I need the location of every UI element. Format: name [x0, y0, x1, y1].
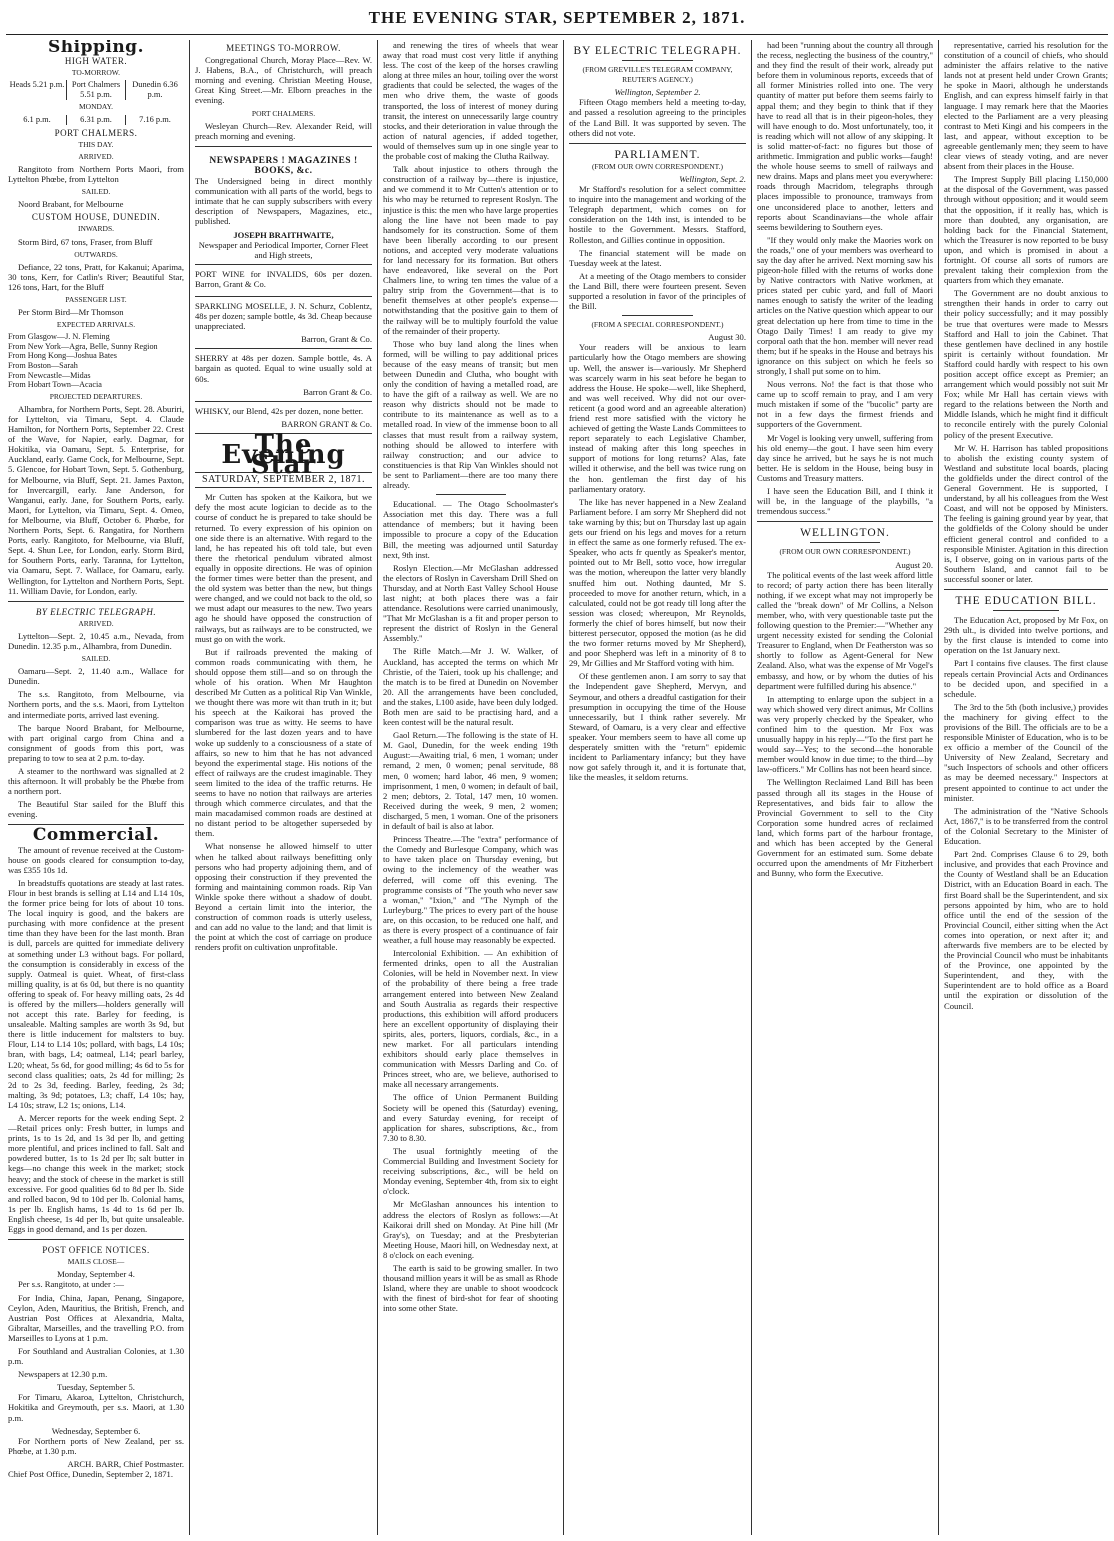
ad-name: JOSEPH BRAITHWAITE, — [233, 229, 334, 240]
advertisement — [195, 349, 372, 401]
column-notices-editorial — [195, 40, 372, 1535]
ad-title: NEWSPAPERS ! MAGAZINES ! BOOKS, &c. — [209, 155, 358, 176]
editorial-paragraph: and renewing the tires of wheels that wear away that road must cost very little if anything less. The cost of the keep of the horses crawling along at three miles an hour, toiling over the worst gradients that could be selected, the wages of the men who drive them, the waste of goods transported, the loss of interest of money during transit, the interest on unnecessarily large country stocks, and their deterioration in value through the action of natural agencies, if added together, would of themselves sum up in one single year to the probable cost of making the Clutha Railway. — [383, 40, 558, 162]
editorial-paragraph: What nonsense he allowed himself to utter when he talked about railways benefitting only persons who had property adjoining them, and of opposing their construction if they prevented the forming and maintaining common roads. Rip Van Winkle spoke there without a shadow of doubt. Beyond a certain limit into the interior, the construction of common roads is utterly useless, and can add no value to the land; and that limit is the point at which the cost of carriage on produce renders profit on cultivation unprofitable. — [195, 841, 372, 953]
advertisement — [195, 265, 372, 297]
news-item: Roslyn Election.—Mr McGlashan addressed the electors of Roslyn in Caversham Drill Shed on Thursday, and at North East Valley School House last night; at both places there was a fair attendance. Resolutions were carried unanimously, "That Mr McGlashan is a fit and proper person to represent the district of Roslyn in the General Assembly." — [383, 562, 558, 644]
port-text: Wesleyan Church—Rev. Alexander Reid, will preach morning and evening. — [195, 120, 372, 141]
dateline: Wellington, September 2. — [614, 87, 701, 98]
signature-location: Chief Post Office, Dunedin, September 2, 1871. — [8, 1469, 174, 1479]
high-water-heading: HIGH WATER. — [64, 56, 128, 67]
telegraph-arrived-text: Lyttelton—Sept. 2, 10.45 a.m., Nevada, from Dunedin. 12.35 p.m., Alhambra, from Dunedin. — [8, 630, 184, 651]
sailed-text: Noord Brabant, for Melbourne — [18, 199, 124, 210]
news-item: Princess Theatre.—The "extra" performance of the Comedy and Burlesque Company, which was to have taken place on Thursday evening, but owing to the inclemency of the weather was deferred, will come off this evening. The programme consists of "The youth who never saw a woman," "Ixion," and "The Nymph of the Lurleyburg." The prices to every part of the house are, on this occasion, to be reduced one half, and as there is every prospect of a continuance of fair weather, a full house may reasonably be expected. — [383, 834, 558, 946]
port-chalmers-label: PORT CHALMERS. — [251, 108, 316, 118]
parliament-heading: PARLIAMENT. — [614, 148, 701, 161]
news-item: The usual fortnightly meeting of the Commercial Building and Investment Society for receiving subscriptions, &c., will be held on Monday evening, September 4th, from six to eight o'clock. — [383, 1145, 558, 1197]
sailed-label: SAILED. — [81, 654, 111, 664]
column-divider — [751, 40, 752, 1535]
divider — [622, 315, 693, 316]
correspondent-paragraph: I have seen the Education Bill, and I think it will be, in the language of the playbills, "a tremendous success." — [757, 486, 933, 517]
divider — [622, 60, 693, 61]
ad-text: WHISKY, our Blend, 42s per dozen, none better. — [195, 405, 364, 416]
wellington-paragraph: In attempting to enlarge upon the subject in a way which showed very direct animus, Mr Collins was very properly checked by the Speaker, who confined him to the question. Mr Fox was unusually happy in his reply—"To the first part he would say—Yes; to the second—the honorable member would know in due time; to the third—by law-officers." Mr Collins has not been heard since. — [757, 693, 933, 775]
wellington-source: (FROM OUR OWN CORRESPONDENT.) — [779, 547, 911, 557]
inwards-text: Storm Bird, 67 tons, Fraser, from Bluff — [18, 236, 153, 247]
post-notice: Newspapers at 12.30 p.m. — [18, 1369, 108, 1380]
correspondent-paragraph: The like has never happened in a New Zealand Parliament before. I am sorry Mr Shepherd did not take warning by this; but on Thursday last up again gets our friend on his legs and moves for a return in effect the same as one formerly refused. The ex-Speaker, who acts fr quently as Speaker's mentor, pointed out to Mr Bell, sotto voce, how irregular was the motion, whereupon the latter very blandly snuffed him out. Nothing daunted, Mr S. proceeded to move for another return, which, in a calculated, could not be got ready till long after the session was closed; whereupon, Mr Reynolds, formerly the chief of bores himself, but now their bitterest persecutor, opposed the motion (as he did the two former returns moved by Mr Shepherd), and poor Shepherd was left in a minority of 8 to 29, Mr Gillies and Mr Stafford voting with him. — [569, 496, 746, 669]
port-chalmers-heading: PORT CHALMERS. — [54, 127, 138, 138]
divider — [8, 601, 184, 602]
date-subheading: Monday, September 4. — [57, 1269, 135, 1280]
passenger-text: Per Storm Bird—Mr Thomson — [18, 307, 124, 318]
telegraph-heading: BY ELECTRIC TELEGRAPH. — [573, 45, 742, 57]
advertisement — [195, 297, 372, 349]
shipping-paragraph: A steamer to the northward was signalled at 2 this afternoon. It will probably be the Phœbe from a northern port. — [8, 766, 184, 797]
tide-cell: 7.16 p.m. — [139, 114, 171, 124]
list-item: From New York—Agra, Belle, Sunny Region — [8, 341, 158, 351]
news-item: Intercolonial Exhibition. — An exhibition of fermented drinks, open to all the Australian Colonies, will be held in November next. In view of the probability of there being a free trade arrangement entered into between New Zealand and South Australia as regards their respective productions, this exhibition will afford producers here an excellent opportunity of displaying their spirits, ales, porters, liquors, cordials, &c., in a new market. For all particulars intending exhibitors should early place themselves in communication with Messrs Darling and Co. of Princes street, who are, we believe, authorised to make all necessary arrangements. — [383, 948, 558, 1090]
column-correspondence — [757, 40, 933, 1535]
issue-date: SATURDAY, SEPTEMBER 2, 1871. — [195, 472, 372, 488]
list-item: From Hobart Town—Acacia — [8, 380, 102, 390]
outwards-text: Defiance, 22 tons, Pratt, for Kakanui; Aparima, 30 tons, Kerr, for Catlin's River; Beautiful Star, 126 tons, Hart, for the Bluff — [8, 261, 184, 292]
editorial-paragraph: Mr Cutten has spoken at the Kaikora, but we defy the most acute logician to decide as to the course of conduct he is prepared to take should be returned. To every expression of his opinion on one side there is an alternative. With regard to the land, he has repeated his oft told tale, but even there the rhetorical pendulum vibrated almost equally in opposite directions. He was of opinion the former times were better than the present, and the old system was better than the new, but things were changed, and we could not back to the old, so we must adapt our measures to the new. Two years ago he should have opposed the construction of railways, but as railways are to be constructed, we must go on with the work. — [195, 492, 372, 644]
column-telegraph-parliament — [569, 40, 746, 1535]
sailed-label: SAILED. — [81, 187, 111, 197]
inwards-label: INWARDS. — [77, 224, 115, 234]
education-paragraph: Part 2nd. Comprises Clause 6 to 29, both inclusive, and provides that each Province and the County of Westland shall be an Education District, with an Education Board in each. The first Board shall be the Superintendent, and six persons appointed by him, who are to hold office until the end of the session of the Provincial Council, either sitting when the Act comes into operation, or next after it; and afterwards five members are to be elected by the Provincial Council who must be inhabitants of the Province, one appointed by the Superintendent, and they, with the Superintendent are to hold office as a Board until the expiration or dissolution of the Council. — [944, 849, 1108, 1011]
wellington-heading: WELLINGTON. — [800, 527, 890, 540]
commercial-paragraph: A. Mercer reports for the week ending Sept. 2—Retail prices only: Fresh butter, in lumps and prints, 1s to 1s 2d, and 1s 3d per lb, and getting more plentiful, and prices inclined to fall. Salt and powdered butter, 1s to 1s 2d per lb; salt butter in kegs—no change this week in the market; stock heavy; and the stock of cheese in the market is still excessive. For good qualities 6d to 8d per lb. Side and rolled bacon, 9d to 10d per lb. Colonial hams, 1s per lb. English hams, 1s 4d to 1s 6d per lb. English cheese, 1s 4d per lb, but quite unsaleable. Eggs in good demand, and 1s per dozen. — [8, 1113, 184, 1235]
tide-cell: Port Chalmers 5.51 p.m. — [67, 80, 126, 100]
dateline: August 20. — [895, 559, 933, 570]
post-notice: Per s.s. Rangitoto, at under :— — [18, 1279, 124, 1290]
list-item: From Hong Kong—Joshua Bates — [8, 351, 117, 361]
ad-text: SHERRY at 48s per dozen. Sample bottle, 4s. A bargain as quoted. Equal to wine usually sold at 60s. — [195, 353, 372, 384]
wellington-paragraph: The Wellington Reclaimed Land Bill has been passed through all its stages in the House of Representatives, and bids fair to allow the Provincial Government to sell to the City Corporation some hundred acres of reclaimed land, which forms part of the harbour frontage, and which has been accepted by the General Government for an estimated sum. Some debate occurred upon the amendments of Mr Fitzherbert and Bunny, who form the Executive. — [757, 777, 933, 879]
column-divider — [377, 40, 378, 1535]
post-notice: For Timaru, Akaroa, Lyttelton, Christchurch, Hokitika and Greymouth, per s.s. Maori, at 1.30 p.m. — [8, 1392, 184, 1423]
editorial-paragraph: But if railroads prevented the making of common roads communicating with them, he should oppose them still—and so on through the whole of his oration. When Mr Haughton described Mr Cutten as a political Rip Van Winkle, we thought there was more wit than truth in it; but his speech at the Kaikorai has proved the comparison was true as witty. He seems to have slumbered for the last dozen years and to have woke up suddenly to a consciousness of a state of affairs, so new to him that he has not advanced beyond the experimental stage. His notions of the effect of railways are the crudest imaginable. They seem limited to the idea of the traffic returns. He seems to have no notion that railways are arteries through which commerce circulates, and that the main macadamised common roads are destined at no distant period to be altogether superseded by them. — [195, 646, 372, 839]
ad-text: SPARKLING MOSELLE, J. N. Schurz, Coblentz, 48s per dozen; sample bottle, 4s 3d. Cheap because unappreciated. — [195, 300, 372, 332]
education-bill-heading: THE EDUCATION BILL. — [955, 594, 1097, 607]
dateline: Wellington, Sept. 2. — [679, 173, 746, 184]
shipping-paragraph: The barque Noord Brabant, for Melbourne, with part original cargo from China and a consignment of goods from this port, was preparing to tow to sea at 2 p.m. to-day. — [8, 722, 184, 763]
news-item: Mr McGlashan announces his intention to address the electors of Roslyn as follows:—At Kaikorai drill shed on Monday. At Pine hill (Mr Gray's), on Tuesday; and at the Presbyterian Meeting House, Maori hill, on Wednesday next, at 8 o'clock on each evening. — [383, 1199, 558, 1260]
tide-cell: 6.31 p.m. — [67, 115, 126, 125]
commercial-heading: Commercial. — [32, 825, 160, 846]
column-divider — [189, 40, 190, 1535]
mails-close-label: MAILS CLOSE— — [67, 1257, 125, 1267]
parliament-paragraph: At a meeting of the Otago members to consider the Land Bill, there were fourteen present. Seven supported a resolution in favor of the principles of the Bill. — [569, 270, 746, 312]
news-item: The Rifle Match.—Mr J. W. Walker, of Auckland, has accepted the terms on which Mr Christie, of the Taieri, took up his challenge; and the match is to be fired at Dunedin on November 20. All the arrangements have been concluded, and the stakes, L100 aside, have been duly lodged. Both men are said to be practising hard, and a keen contest will be the natural result. — [383, 646, 558, 728]
meetings-text: Congregational Church, Moray Place—Rev. W. J. Habens, B.A., of Christchurch, will preach morning and evening. Christian Meeting House, Great King Street.—Mr. Elborn preaches in the evening. — [195, 55, 372, 106]
correspondent-paragraph: The Government are no doubt anxious to strengthen their hands in order to carry out their policy successfully; and it may possibly be true that overtures were made to Messrs Stafford and Hall to join the Cabinet. That these gentlemen have declined in any hostile spirit is certainly without foundation. Mr Stafford could hardly with respect to his own position accept office except as Premier; an arrangement which would possibly not suit Mr Fox; while Mr Hall has certain views with regard to the relations between the North and Middle Islands, which he might find it difficult to reconcile entirely with the purely Colonial policy of the present Executive. — [944, 288, 1108, 440]
ad-text: The Undersigned being in direct monthly communication with all parts of the world, begs to intimate that he can supply subscribers with every description of Newspapers, Magazines, etc., published. — [195, 176, 372, 227]
shipping-paragraph: The Beautiful Star sailed for the Bluff this evening. — [8, 799, 184, 820]
news-item: The office of Union Permanent Building Society will be opened this (Saturday) evening, and every Saturday evening, for receipt of application for shares, subscriptions, &c., from 7.30 to 8.30. — [383, 1092, 558, 1143]
news-item: Educational. — The Otago Schoolmaster's Association met this day. There was a full attendance of members; but it having been impossible to procure a copy of the Education Bill, the meeting was adjourned until Saturday next, 9th inst. — [383, 499, 558, 560]
special-correspondent-label: (FROM A SPECIAL CORRESPONDENT.) — [591, 320, 724, 330]
news-item: Gaol Return.—The following is the state of H. M. Gaol, Dunedin, for the week ending 19th August:—Awaiting trial, 6 men, 1 woman; under remand, 2 men, 0 women; penal servitude, 88 men, 0 women; hard labor, 46 men, 9 women; imprisonment, 1 men, 0 women; in default of bail, 2 men; debtors, 2. Total, 147 men, 10 women. Received during the week, 9 men, 2 women; discharged, 5 men, 1 woman. One of the prisoners in default of bail is also at labor. — [383, 730, 558, 832]
post-notice: For Northern ports of New Zealand, per ss. Phœbe, at 1.30 p.m. — [8, 1435, 184, 1456]
telegraph-heading: BY ELECTRIC TELEGRAPH. — [35, 606, 157, 617]
column-editorial-news — [383, 40, 558, 1535]
tide-table-row — [8, 80, 184, 100]
commercial-paragraph: In breadstuffs quotations are steady at last rates. Flour in best brands is selling at L14 and L14 10s, the former price being for lots of about 10 tons. The local inquiry is good, and the bakers are purchasing with more confidence at the present time than they have been for the last month. Bran is dull, parcels are quitted for immediate delivery at something under L3 without bags. For pollard, the consumption is considerably in excess of the supply. Oatmeal is quiet. Wheat, of first-class milling quality, is at 6s 0d, but there is no quantity offering to speak of. For heavy milling oats, 2s 4d is offered by the millers—holders generally will not accept this rate. Barley for feeding, is unsaleable. Malting samples are worth 3s 9d, but there is little inducement for maltsters to buy. Flour, L14 to L14 10s; pollard, with bags, L4 10s; bran, with bags, L4; oatmeal, L14; pearl barley, L20; wheat, 5s 6d, for good milling; 4s 6d to 5s for second class qualities; oats, 2s 4d for milling; 2s 2d to 2s 3d, feeding. Barley, feeding, 2s 3d; malting, 3s 9d; potatoes, L3; chaff, L4 10s; hay, L4 10s; straw, L2 1s; onions, L14. — [8, 877, 184, 1110]
education-paragraph: Part I contains five clauses. The first clause repeals certain Provincial Acts and Ordinances to be decided upon, and specified in a schedule. — [944, 658, 1108, 699]
projected-departures-label: PROJECTED DEPARTURES. — [49, 391, 143, 401]
monday-label: MONDAY. — [79, 102, 113, 112]
telegraph-text: Fifteen Otago members held a meeting to-day, and passed a resolution agreeing to the principles of the Land Bill. It was supported by seven. The others did not vote. — [569, 97, 746, 138]
editorial-paragraph: Talk about injustice to others through the construction of a railway by—there is injustice, and we commend it to Mr Cutten's attention or to his who may be returned to represent Roslyn. The injustice is this: the men who have large properties along the line have not been made to pay handsomely for its construction. Some of them have been liberally according to our present notions, and accepted very moderate valuations for land necessary for its formation. But others have endeavored, like several on the Port Chalmers line, to wring ten times the value of a paltry strip from the Government—that is to benefit themselves at other people's expense—notwithstanding that the positive gain to them of the railway will be to multiply fourfold the value of the remainder of their property. — [383, 164, 558, 336]
date-subheading: Wednesday, September 6. — [51, 1425, 141, 1436]
correspondent-paragraph: Your readers will be anxious to learn particularly how the Otago members are showing up. Well, the answer is—variously. Mr Shepherd was scarcely warm in his seat before he began to address the House. He spoke—well, like Shepherd, and was well received. Why did not our over-reticent (a good word and an agreeable alteration) friend rest more satisfied with the victory he achieved of getting the Waste Lands Committees to report separately to each Legislative Chamber, instead of making after this long speeches in support of motions for long returns? Alas, fate willed it otherwise, and the bell was twice rung on the hon. gentleman the first day of his parliamentary oratory. — [569, 342, 746, 494]
shipping-paragraph: The s.s. Rangitoto, from Melbourne, via Northern ports, and the s.s. Maori, from Lyttelton and intermediate ports, arrived last evening. — [8, 689, 184, 720]
tide-table-row — [8, 115, 184, 125]
correspondent-paragraph: "If they would only make the Maories work on the roads," one of your members was overheard to say the day after he arrived. Next morning saw his pigeon-hole filled with the returns of works done by Native contractors with Native workmen, at prices stated per cubic yard, and full of Maori names enough to satisfy the writer of the leading articles on the Native question which appear to our great delectation up here from time to time in the Otago Daily Times! I am ready to give my corporal oath that the hon. member will never read them; but if he speaks in the House and betrays his ignorance on this subject on which he feels so strongly, I shall put some on to him. — [757, 234, 933, 376]
correspondent-paragraph: Mr W. H. Harrison has tabled propositions to abolish the existing county system of Westland and substitute local boards, placing the goldfields under the direct control of the General Government. He is supported, I understand, by all his colleagues from the West Coast, and will not be opposed by Ministers. The feeling is gaining ground year by year, that the goldfields of the Colony should be under efficient general control and confided to a responsible Minister. Agitation in this direction is, I observe, going on in various parts of the Southern Island, and cannot fail to be successful sooner or later. — [944, 442, 1108, 584]
tomorrow-label: TO-MORROW. — [71, 68, 121, 78]
tide-cell: Heads 5.21 p.m. — [8, 80, 67, 100]
correspondent-paragraph: representative, carried his resolution for the constitution of a council of chiefs, who should administer the affairs relative to the native lands not at present held under Crown Grants; he spoke in Maori, although he understands English, and can express himself fairly in that language. I may remark here that the Maories elected to the Parliament are a very pleasing contrast to Meti Kingi and his compeers in the last, and appear, without exception to be agreeable gentlemanly men; they seem to have clear views of steady voting, and are never absent from their places in the House. — [944, 40, 1108, 172]
column-divider — [938, 40, 939, 1535]
outwards-label: OUTWARDS. — [74, 249, 118, 259]
ad-signature: Barron, Grant & Co. — [301, 334, 372, 345]
ad-address: Newspaper and Periodical Importer, Corner Fleet and High streets, — [198, 239, 369, 260]
ad-signature: BARRON GRANT & Co. — [281, 418, 372, 429]
ad-signature: Barron Grant & Co. — [303, 386, 372, 397]
masthead-rule — [6, 34, 1108, 35]
divider — [8, 1239, 184, 1240]
dateline: August 30. — [708, 332, 746, 343]
correspondent-paragraph: had been "running about the country all through the recess, neglecting the business of the country," and they find the result of their work, already put before them in voluminous reports, exceeds that of all former Ministries rolled into one. The very quantity of matter put before them seems fairly to appal them; and they begin to think that if they have to read all that is in their pigeon-holes, they will have enough to do. Most unfortunately, too, it is reading which will not allow of any skipping. It is solid matter-of-fact: no figures but those of arithmetic. Immigration and public works—faugh! the whole house seems to smell of railways and new drains. Maps and plans meet you everywhere: roads through Macridom, telegraphs through places impossible to pronounce, tramways from one unconsidered place to another, letters and reports about Scandinavians—the whole affair seems bewildering to Southern eyes. — [757, 40, 933, 232]
expected-arrivals-list — [8, 332, 184, 390]
divider — [993, 610, 1059, 611]
post-notice: For Southland and Australian Colonies, at 1.30 p.m. — [8, 1345, 184, 1367]
correspondent-paragraph: The Imprest Supply Bill placing L150,000 at the disposal of the Government, was passed through without opposition; and it would seem that the opposition, if it really has, which is more than doubted, any organisation, are holding back for the Financial Statement, which the Treasurer is now reported to be busy upon, and which is promised in about a fortnight. Of course all sorts of rumors are prevalent taking their complexion from the quarters from which they emanate. — [944, 174, 1108, 286]
custom-house-heading: CUSTOM HOUSE, DUNEDIN. — [31, 212, 161, 223]
correspondent-paragraph: Mr Vogel is looking very unwell, suffering from his old enemy—the gout. I have seen him every day since he arrived, but he says he is not much better. He is seldom in the House, being busy in Customs and Treasury matters. — [757, 432, 933, 483]
news-item: The earth is said to be growing smaller. In two thousand million years it will be as small as Rhode Island, where they are unable to shoot woodcock with the finest of bird-shot for fear of shooting into some other State. — [383, 1262, 558, 1314]
shipping-heading: Shipping. — [48, 40, 144, 57]
advertisement — [195, 152, 372, 265]
column-education-bill — [944, 40, 1108, 1535]
tide-cell: Dunedin 6.36 p.m. — [132, 80, 178, 100]
telegraph-source: (FROM GREVILLE'S TELEGRAM COMPANY, REUTER'S AGENCY.) — [582, 65, 733, 85]
divider — [944, 589, 1108, 590]
list-item: From Newcastle—Midas — [8, 370, 91, 380]
education-paragraph: The administration of the "Native Schools Act, 1867," is to be transferred from the control of the Colonial Secretary to the Minister of Education. — [944, 805, 1108, 847]
projected-departures-text: Alhambra, for Northern Ports, Sept. 28. Aburiri, for Lyttelton, via Timaru, Sept. 4. Claude Hamilton, for Northern Ports, September 22. Crest of the Wave, for Napier, early. Dagmar, for Hokitika, via Oamaru, Sept. 5. Enterprise, for Auckland, early. Game Cock, for Melbourne, Sept. 5. Glencoe, for Hobart Town, Sept. 5. Gothenburg, for Melbourne, via Bluff, Sept. 21. James Paxton, for Invercargill, early. Jane Anderson, for Wanganui, early. Jane, for Southern Ports, early. Maori, for Lyttelton, via Timaru, Sept. 4. Omeo, for Melbourne, via Bluff, October 6. Phœbe, for Northern Ports, Sept. 6. Rangatira, for Northern Ports, early. Rangitoto, for Melbourne, via Bluff, Sept. 4. Shun Lee, for London, early. Storm Bird, for Southern Ports, early. Taranna, for Lyttelton, via Oamaru, Sept. 7. Wallace, for Oamaru, early. Wellington, for Lyttelton and Northern Ports, Sept. 11. William Davie, for London, early. — [8, 403, 184, 596]
wellington-paragraph: The political events of the last week afford little to record; of party action there has been literally nothing, if we except what may not improperly be called the "break down" of Mr Collins, a Nelson member, who, with very questionable taste put the following question to the Premier:—"Whether any urgent necessity existed for sending the Colonial Treasurer to England, when Dr Featherston was so shortly to follow as Agent-General for New Zealand. Also, what was the expense of Mr Vogel's embassy, and how, or by whom the duties of his department were fulfilled during his absence." — [757, 569, 933, 691]
list-item: From Boston—Sarah — [8, 361, 78, 371]
tide-cell: 6.1 p.m. — [8, 115, 67, 125]
column-divider — [563, 40, 564, 1535]
masthead: THE EVENING STAR, SEPTEMBER 2, 1871. — [368, 8, 746, 27]
education-paragraph: The 3rd to the 5th (both inclusive,) provides the machinery for giving effect to the provisions of the Bill. The officials are to be a responsible Minister of Education, who is to be ex officio a member of the Council of the University of New Zealand, Secretary and "such Inspectors of schools and other officers as may be deemed necessary." Inspectors at present appointed to continue to act under the minister. — [944, 701, 1108, 803]
divider — [810, 542, 880, 543]
arrived-text: Rangitoto from Northern Ports Maori, from Lyttelton Phœbe, from Lyttelton — [8, 163, 184, 185]
divider — [757, 521, 933, 522]
this-day-label: THIS DAY. — [78, 139, 114, 149]
parliament-source: (FROM OUR OWN CORRESPONDENT.) — [591, 161, 724, 171]
meetings-heading: MEETINGS TO-MORROW. — [226, 43, 341, 53]
parliament-paragraph: Mr Stafford's resolution for a select committee to inquire into the management and working of the Telegraph department, which comes on for consideration on the 14th inst, is intended to be hostile to the Government. Messrs. Stafford, Rolleston, and Gillies continue in opposition. — [569, 184, 746, 245]
divider — [436, 494, 506, 495]
editorial-paragraph: Those who buy land along the lines when formed, will be willing to pay additional prices because of the easy means of transit; but men between Dunedin and Clutha, who bought with only the condition of having a metalled road, are to have the gift of a railway as well. We are no reason why districts should not be made to contribute to its maintenance as well as to a metalled road. In view of the immense boon to all classes that must result from a railway system, nothing should be allowed to interfere with railway construction; and our advice to constituencies is that Rip Van Winkles should not be sent to Parliament—there are too many there already. — [383, 338, 558, 491]
ad-text: PORT WINE for INVALIDS, 60s per dozen. Barron, Grant & Co. — [195, 268, 372, 289]
signature: ARCH. BARR, Chief Postmaster. — [67, 1458, 184, 1469]
parliament-paragraph: The financial statement will be made on Tuesday week at the latest. — [569, 247, 746, 268]
post-notice: For India, China, Japan, Penang, Singapore, Ceylon, Aden, Mauritius, the British, French, and Austrian Post Offices at Alexandria, Malta, Gibraltar, Marseilles, and the travelling P.O. from Marseilles to Lyons at 1 p.m. — [8, 1292, 184, 1343]
arrived-label: ARRIVED. — [78, 151, 114, 161]
arrived-label: ARRIVED. — [78, 618, 114, 628]
correspondent-paragraph: Nous verrons. No! the fact is that those who came up to scoff remain to pray, and I am very much mistaken if some of the "bucolic" party are not in a few days the firmest friends and supporters of the Government. — [757, 379, 933, 430]
commercial-paragraph: The amount of revenue received at the Custom-house on goods cleared for consumption to-day, was £355 10s 1d. — [8, 844, 184, 875]
list-item: From Glasgow—J. N. Fleming — [8, 332, 110, 342]
passenger-list-label: PASSENGER LIST. — [65, 294, 127, 304]
telegraph-sailed-text: Oamaru—Sept. 2, 11.40 a.m., Wallace for Dunedin. — [8, 666, 184, 687]
divider — [195, 146, 372, 147]
column-shipping — [8, 40, 184, 1535]
correspondent-paragraph: Of these gentlemen anon. I am sorry to say that the Independent gave Shepherd, Mervyn, and Seymour, and others a dreadful castigation for their presumption in occupying the time of the House unnecessarily, but I think rather severely. Mr Steward, of Oamaru, is a very clear and effective speaker. Your members seem to have all come up desperately smitten with the "return" epidemic incident to Parliamentary infancy; but they have now got safely through it, and it is fortunate that, like the measles, it seldom returns. — [569, 671, 746, 783]
education-paragraph: The Education Act, proposed by Mr Fox, on 29th ult., is divided into twelve portions, and by the first clause is intended to come into operation on the 1st January next. — [944, 615, 1108, 656]
post-office-heading: POST OFFICE NOTICES. — [42, 1245, 150, 1256]
expected-arrivals-label: EXPECTED ARRIVALS. — [56, 320, 136, 330]
divider — [569, 143, 746, 144]
date-subheading: Tuesday, September 5. — [57, 1382, 135, 1393]
newspaper-title: The Evening Star — [221, 429, 346, 481]
